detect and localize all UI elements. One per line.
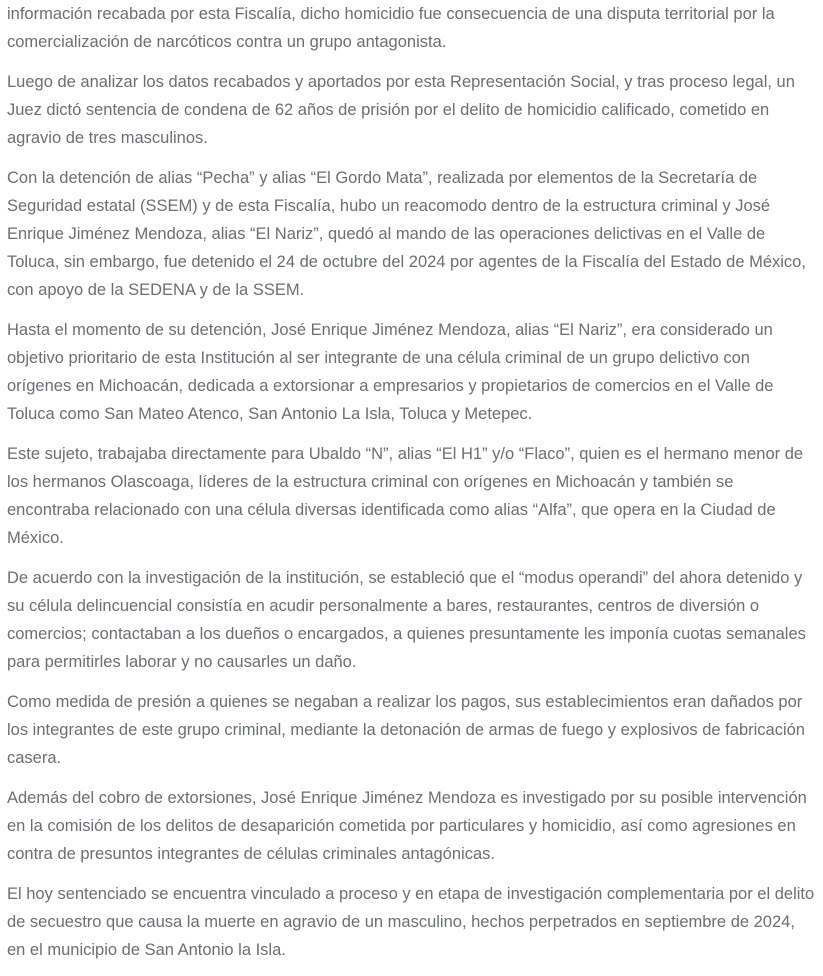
article-paragraph: Este sujeto, trabajaba directamente para Ubaldo “N”, alias “El H1” y/o “Flaco”, quien es el hermano menor de los hermanos Olascoaga, líderes de la estructura criminal con orígenes en Michoacán y también se encontraba relacionado con una célula diversas identificada como alias “Alfa”, que opera en la Ciudad de México. <box>7 445 804 547</box>
article-paragraph: Luego de analizar los datos recabados y aportados por esta Representación Social, y tras proceso legal, un Juez dictó sentencia de condena de 62 años de prisión por el delito de homicidio calificado, cometido en agravio de tres masculinos. <box>7 73 795 147</box>
article-paragraph: información recabada por esta Fiscalía, dicho homicidio fue consecuencia de una disputa territorial por la comercialización de narcóticos contra un grupo antagonista. <box>7 5 775 51</box>
article-paragraph: Como medida de presión a quienes se negaban a realizar los pagos, sus establecimientos eran dañados por los integrantes de este grupo criminal, mediante la detonación de armas de fuego y explosivos de fabricación casera. <box>7 693 805 767</box>
article-paragraph: Hasta el momento de su detención, José Enrique Jiménez Mendoza, alias “El Nariz”, era considerado un objetivo prioritario de esta Institución al ser integrante de una célula criminal de un grupo delictivo con orígenes en Michoacán, dedicada a extorsionar a empresarios y propietarios de comercios en el Valle de Toluca como San Mateo Atenco, San Antonio La Isla, Toluca y Metepec. <box>7 321 774 423</box>
article-paragraph: Con la detención de alias “Pecha” y alias “El Gordo Mata”, realizada por elementos de la Secretaría de Seguridad estatal (SSEM) y de esta Fiscalía, hubo un reacomodo dentro de la estructura criminal y José Enrique Jiménez Mendoza, alias “El Nariz”, quedó al mando de las operaciones delictivas en el Valle de Toluca, sin embargo, fue detenido el 24 de octubre del 2024 por agentes de la Fiscalía del Estado de México, con apoyo de la SEDENA y de la SSEM. <box>7 169 806 299</box>
article-paragraph: El hoy sentenciado se encuentra vinculado a proceso y en etapa de investigación complementaria por el delito de secuestro que causa la muerte en agravio de un masculino, hechos perpetrados en septiembre de 2024, en el municipio de San Antonio la Isla. <box>7 885 815 959</box>
article-paragraph: Además del cobro de extorsiones, José Enrique Jiménez Mendoza es investigado por su posible intervención en la comisión de los delitos de desaparición cometida por particulares y homicidio, así como agresiones en contra de presuntos integrantes de células criminales antagónicas. <box>7 789 807 863</box>
article-paragraph: De acuerdo con la investigación de la institución, se estableció que el “modus operandi” del ahora detenido y su célula delincuencial consistía en acudir personalmente a bares, restaurantes, centros de diversión o comercios; contactaban a los dueños o encargados, a quienes presuntamente les imponía cuotas semanales para permitirles laborar y no causarles un daño. <box>7 569 806 671</box>
